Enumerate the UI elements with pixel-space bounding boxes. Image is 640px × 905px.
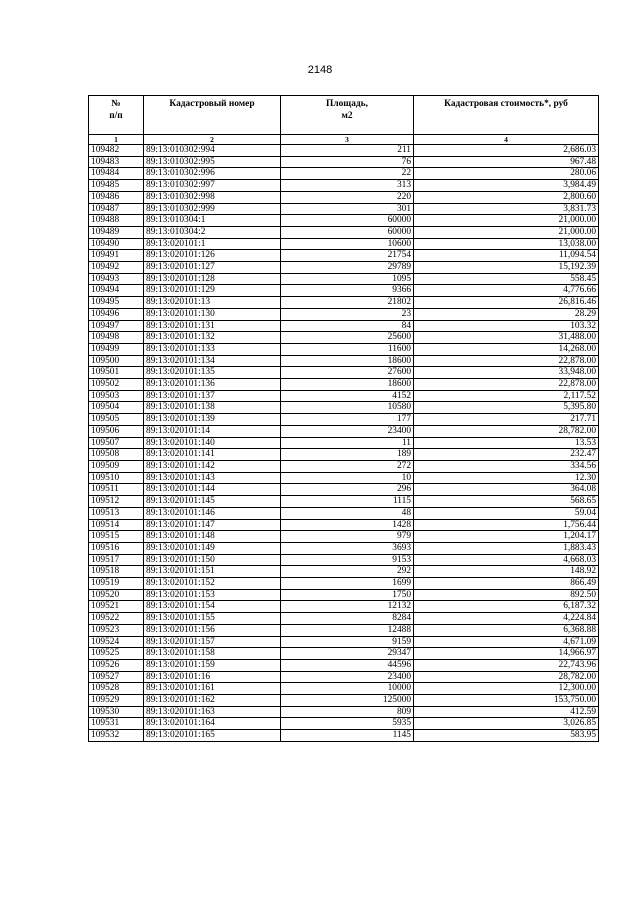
cadastral-value: 12,300.00 — [414, 683, 599, 695]
column-number-row — [89, 135, 599, 145]
table-row — [89, 180, 599, 192]
cadastral-number: 89:13:010302:994 — [144, 145, 281, 157]
table-row — [89, 683, 599, 695]
row-index: 109523 — [89, 624, 144, 636]
row-index: 109528 — [89, 683, 144, 695]
cadastral-number: 89:13:020101:139 — [144, 414, 281, 426]
area-value: 23400 — [281, 671, 414, 683]
table-row — [89, 636, 599, 648]
cadastral-number: 89:13:020101:150 — [144, 554, 281, 566]
cadastral-number: 89:13:020101:151 — [144, 566, 281, 578]
area-value: 5935 — [281, 718, 414, 730]
table-row — [89, 671, 599, 683]
table-row — [89, 484, 599, 496]
table-row — [89, 145, 599, 157]
column-number: 2 — [144, 135, 281, 145]
row-index: 109525 — [89, 648, 144, 660]
cadastral-number: 89:13:020101:148 — [144, 531, 281, 543]
row-index: 109492 — [89, 262, 144, 274]
cadastral-value: 26,816.46 — [414, 297, 599, 309]
area-value: 10000 — [281, 683, 414, 695]
cadastral-number: 89:13:020101:152 — [144, 578, 281, 590]
cadastral-number: 89:13:020101:146 — [144, 507, 281, 519]
cadastral-number: 89:13:020101:144 — [144, 484, 281, 496]
cadastral-table — [88, 95, 599, 742]
row-index: 109487 — [89, 203, 144, 215]
table-row — [89, 273, 599, 285]
table-row — [89, 250, 599, 262]
area-value: 11600 — [281, 343, 414, 355]
column-number: 3 — [281, 135, 414, 145]
cadastral-number: 89:13:020101:163 — [144, 706, 281, 718]
area-value: 18600 — [281, 355, 414, 367]
area-value: 1750 — [281, 589, 414, 601]
cadastral-number: 89:13:020101:154 — [144, 601, 281, 613]
row-index: 109527 — [89, 671, 144, 683]
header-cadastral-value: Кадастровая стоимость*, руб — [414, 96, 599, 135]
cadastral-number: 89:13:010302:995 — [144, 156, 281, 168]
area-value: 1428 — [281, 519, 414, 531]
row-index: 109526 — [89, 659, 144, 671]
area-value: 9159 — [281, 636, 414, 648]
cadastral-value: 3,984.49 — [414, 180, 599, 192]
area-value: 12132 — [281, 601, 414, 613]
area-value: 21802 — [281, 297, 414, 309]
row-index: 109503 — [89, 390, 144, 402]
cadastral-value: 6,368.88 — [414, 624, 599, 636]
table-row — [89, 449, 599, 461]
area-value: 313 — [281, 180, 414, 192]
cadastral-value: 364.08 — [414, 484, 599, 496]
table-row — [89, 215, 599, 227]
cadastral-value: 13.53 — [414, 437, 599, 449]
table-row — [89, 519, 599, 531]
cadastral-number: 89:13:020101:126 — [144, 250, 281, 262]
row-index: 109485 — [89, 180, 144, 192]
cadastral-number: 89:13:020101:149 — [144, 542, 281, 554]
cadastral-number: 89:13:010304:2 — [144, 226, 281, 238]
cadastral-number: 89:13:020101:162 — [144, 695, 281, 707]
row-index: 109496 — [89, 308, 144, 320]
cadastral-value: 4,668.03 — [414, 554, 599, 566]
row-index: 109530 — [89, 706, 144, 718]
row-index: 109499 — [89, 343, 144, 355]
table-row — [89, 402, 599, 414]
cadastral-number: 89:13:020101:141 — [144, 449, 281, 461]
row-index: 109484 — [89, 168, 144, 180]
table-row — [89, 297, 599, 309]
row-index: 109531 — [89, 718, 144, 730]
cadastral-number: 89:13:020101:140 — [144, 437, 281, 449]
area-value: 211 — [281, 145, 414, 157]
table-row — [89, 226, 599, 238]
cadastral-number: 89:13:020101:128 — [144, 273, 281, 285]
area-value: 44596 — [281, 659, 414, 671]
table-row — [89, 437, 599, 449]
area-value: 18600 — [281, 379, 414, 391]
cadastral-number: 89:13:020101:138 — [144, 402, 281, 414]
cadastral-value: 866.49 — [414, 578, 599, 590]
cadastral-number: 89:13:020101:129 — [144, 285, 281, 297]
row-index: 109511 — [89, 484, 144, 496]
cadastral-value: 217.71 — [414, 414, 599, 426]
cadastral-number: 89:13:020101:147 — [144, 519, 281, 531]
row-index: 109509 — [89, 460, 144, 472]
area-value: 10600 — [281, 238, 414, 250]
cadastral-number: 89:13:020101:161 — [144, 683, 281, 695]
cadastral-value: 153,750.00 — [414, 695, 599, 707]
area-value: 10 — [281, 472, 414, 484]
cadastral-value: 558.45 — [414, 273, 599, 285]
row-index: 109495 — [89, 297, 144, 309]
cadastral-number: 89:13:020101:134 — [144, 355, 281, 367]
header-area: Площадь, м2 — [281, 96, 414, 135]
table-row — [89, 624, 599, 636]
table-row — [89, 320, 599, 332]
table-header-row — [89, 96, 599, 135]
table-row — [89, 414, 599, 426]
header-index: № п/п — [89, 96, 144, 135]
row-index: 109524 — [89, 636, 144, 648]
cadastral-value: 568.65 — [414, 496, 599, 508]
cadastral-value: 22,878.00 — [414, 355, 599, 367]
area-value: 1095 — [281, 273, 414, 285]
cadastral-value: 1,883.43 — [414, 542, 599, 554]
cadastral-value: 59.04 — [414, 507, 599, 519]
row-index: 109498 — [89, 332, 144, 344]
cadastral-value: 1,756.44 — [414, 519, 599, 531]
cadastral-value: 11,094.54 — [414, 250, 599, 262]
cadastral-value: 21,000.00 — [414, 226, 599, 238]
row-index: 109505 — [89, 414, 144, 426]
row-index: 109521 — [89, 601, 144, 613]
area-value: 12488 — [281, 624, 414, 636]
row-index: 109494 — [89, 285, 144, 297]
area-value: 48 — [281, 507, 414, 519]
area-value: 1115 — [281, 496, 414, 508]
cadastral-number: 89:13:010302:998 — [144, 191, 281, 203]
area-value: 3693 — [281, 542, 414, 554]
table-row — [89, 659, 599, 671]
cadastral-value: 280.06 — [414, 168, 599, 180]
table-row — [89, 554, 599, 566]
area-value: 23400 — [281, 425, 414, 437]
area-value: 177 — [281, 414, 414, 426]
cadastral-number: 89:13:020101:142 — [144, 460, 281, 472]
cadastral-number: 89:13:010302:996 — [144, 168, 281, 180]
cadastral-value: 2,686.03 — [414, 145, 599, 157]
area-value: 60000 — [281, 226, 414, 238]
cadastral-value: 103.32 — [414, 320, 599, 332]
area-value: 76 — [281, 156, 414, 168]
table-row — [89, 531, 599, 543]
row-index: 109516 — [89, 542, 144, 554]
table-row — [89, 379, 599, 391]
cadastral-number: 89:13:020101:13 — [144, 297, 281, 309]
row-index: 109489 — [89, 226, 144, 238]
table-row — [89, 343, 599, 355]
cadastral-number: 89:13:020101:165 — [144, 730, 281, 742]
table-row — [89, 168, 599, 180]
cadastral-number: 89:13:020101:155 — [144, 613, 281, 625]
area-value: 4152 — [281, 390, 414, 402]
table-row — [89, 425, 599, 437]
table-row — [89, 566, 599, 578]
cadastral-value: 14,268.00 — [414, 343, 599, 355]
table-row — [89, 156, 599, 168]
table-row — [89, 460, 599, 472]
cadastral-number: 89:13:020101:130 — [144, 308, 281, 320]
row-index: 109501 — [89, 367, 144, 379]
cadastral-value: 4,671.09 — [414, 636, 599, 648]
table-row — [89, 332, 599, 344]
area-value: 9153 — [281, 554, 414, 566]
row-index: 109504 — [89, 402, 144, 414]
cadastral-value: 412.59 — [414, 706, 599, 718]
header-cadastral-number: Кадастровый номер — [144, 96, 281, 135]
row-index: 109510 — [89, 472, 144, 484]
row-index: 109500 — [89, 355, 144, 367]
row-index: 109488 — [89, 215, 144, 227]
row-index: 109519 — [89, 578, 144, 590]
cadastral-value: 28.29 — [414, 308, 599, 320]
cadastral-number: 89:13:020101:137 — [144, 390, 281, 402]
row-index: 109514 — [89, 519, 144, 531]
cadastral-value: 13,038.00 — [414, 238, 599, 250]
cadastral-number: 89:13:020101:159 — [144, 659, 281, 671]
cadastral-value: 892.50 — [414, 589, 599, 601]
table-row — [89, 542, 599, 554]
table-row — [89, 695, 599, 707]
row-index: 109520 — [89, 589, 144, 601]
table-row — [89, 191, 599, 203]
cadastral-value: 28,782.00 — [414, 425, 599, 437]
area-value: 8284 — [281, 613, 414, 625]
area-value: 189 — [281, 449, 414, 461]
cadastral-value: 15,192.39 — [414, 262, 599, 274]
table-row — [89, 238, 599, 250]
area-value: 29347 — [281, 648, 414, 660]
row-index: 109482 — [89, 145, 144, 157]
cadastral-value: 22,878.00 — [414, 379, 599, 391]
cadastral-value: 232.47 — [414, 449, 599, 461]
row-index: 109518 — [89, 566, 144, 578]
cadastral-value: 3,026.85 — [414, 718, 599, 730]
cadastral-number: 89:13:020101:145 — [144, 496, 281, 508]
area-value: 21754 — [281, 250, 414, 262]
area-value: 1145 — [281, 730, 414, 742]
cadastral-number: 89:13:020101:164 — [144, 718, 281, 730]
table-row — [89, 589, 599, 601]
cadastral-number: 89:13:020101:136 — [144, 379, 281, 391]
row-index: 109493 — [89, 273, 144, 285]
cadastral-number: 89:13:010302:999 — [144, 203, 281, 215]
area-value: 22 — [281, 168, 414, 180]
area-value: 979 — [281, 531, 414, 543]
area-value: 25600 — [281, 332, 414, 344]
area-value: 296 — [281, 484, 414, 496]
cadastral-value: 2,117.52 — [414, 390, 599, 402]
area-value: 1699 — [281, 578, 414, 590]
table-row — [89, 367, 599, 379]
area-value: 84 — [281, 320, 414, 332]
cadastral-value: 21,000.00 — [414, 215, 599, 227]
cadastral-value: 31,488.00 — [414, 332, 599, 344]
area-value: 11 — [281, 437, 414, 449]
cadastral-value: 583.95 — [414, 730, 599, 742]
table-row — [89, 262, 599, 274]
table-row — [89, 472, 599, 484]
cadastral-value: 22,743.96 — [414, 659, 599, 671]
area-value: 10580 — [281, 402, 414, 414]
row-index: 109522 — [89, 613, 144, 625]
cadastral-value: 148.92 — [414, 566, 599, 578]
cadastral-number: 89:13:010302:997 — [144, 180, 281, 192]
table-row — [89, 613, 599, 625]
area-value: 29789 — [281, 262, 414, 274]
page-number: 2148 — [307, 64, 333, 76]
area-value: 125000 — [281, 695, 414, 707]
cadastral-number: 89:13:020101:131 — [144, 320, 281, 332]
cadastral-value: 12.30 — [414, 472, 599, 484]
area-value: 9366 — [281, 285, 414, 297]
table-body — [89, 145, 599, 742]
area-value: 23 — [281, 308, 414, 320]
row-index: 109507 — [89, 437, 144, 449]
cadastral-number: 89:13:020101:14 — [144, 425, 281, 437]
area-value: 292 — [281, 566, 414, 578]
row-index: 109502 — [89, 379, 144, 391]
cadastral-value: 3,831.73 — [414, 203, 599, 215]
area-value: 27600 — [281, 367, 414, 379]
area-value: 272 — [281, 460, 414, 472]
cadastral-value: 28,782.00 — [414, 671, 599, 683]
table-row — [89, 507, 599, 519]
row-index: 109491 — [89, 250, 144, 262]
row-index: 109515 — [89, 531, 144, 543]
cadastral-value: 14,966.97 — [414, 648, 599, 660]
table-row — [89, 308, 599, 320]
row-index: 109483 — [89, 156, 144, 168]
area-value: 60000 — [281, 215, 414, 227]
cadastral-value: 2,800.60 — [414, 191, 599, 203]
row-index: 109497 — [89, 320, 144, 332]
row-index: 109506 — [89, 425, 144, 437]
cadastral-number: 89:13:020101:153 — [144, 589, 281, 601]
cadastral-number: 89:13:020101:132 — [144, 332, 281, 344]
area-value: 301 — [281, 203, 414, 215]
row-index: 109490 — [89, 238, 144, 250]
cadastral-number: 89:13:020101:135 — [144, 367, 281, 379]
cadastral-value: 5,395.80 — [414, 402, 599, 414]
column-number: 1 — [89, 135, 144, 145]
cadastral-value: 4,224.84 — [414, 613, 599, 625]
table-row — [89, 496, 599, 508]
table-row — [89, 648, 599, 660]
area-value: 220 — [281, 191, 414, 203]
table-row — [89, 285, 599, 297]
cadastral-value: 6,187.32 — [414, 601, 599, 613]
row-index: 109532 — [89, 730, 144, 742]
table-row — [89, 730, 599, 742]
cadastral-number: 89:13:020101:127 — [144, 262, 281, 274]
cadastral-number: 89:13:020101:158 — [144, 648, 281, 660]
row-index: 109486 — [89, 191, 144, 203]
row-index: 109508 — [89, 449, 144, 461]
cadastral-value: 33,948.00 — [414, 367, 599, 379]
row-index: 109513 — [89, 507, 144, 519]
row-index: 109529 — [89, 695, 144, 707]
table-row — [89, 578, 599, 590]
table-row — [89, 355, 599, 367]
table-row — [89, 203, 599, 215]
table-row — [89, 601, 599, 613]
cadastral-number: 89:13:010304:1 — [144, 215, 281, 227]
cadastral-number: 89:13:020101:1 — [144, 238, 281, 250]
row-index: 109512 — [89, 496, 144, 508]
cadastral-number: 89:13:020101:143 — [144, 472, 281, 484]
cadastral-value: 1,204.17 — [414, 531, 599, 543]
row-index: 109517 — [89, 554, 144, 566]
cadastral-value: 334.56 — [414, 460, 599, 472]
cadastral-number: 89:13:020101:16 — [144, 671, 281, 683]
table-row — [89, 390, 599, 402]
table-row — [89, 706, 599, 718]
area-value: 809 — [281, 706, 414, 718]
column-number: 4 — [414, 135, 599, 145]
cadastral-number: 89:13:020101:156 — [144, 624, 281, 636]
cadastral-number: 89:13:020101:157 — [144, 636, 281, 648]
cadastral-number: 89:13:020101:133 — [144, 343, 281, 355]
table-row — [89, 718, 599, 730]
cadastral-value: 4,776.66 — [414, 285, 599, 297]
cadastral-value: 967.48 — [414, 156, 599, 168]
